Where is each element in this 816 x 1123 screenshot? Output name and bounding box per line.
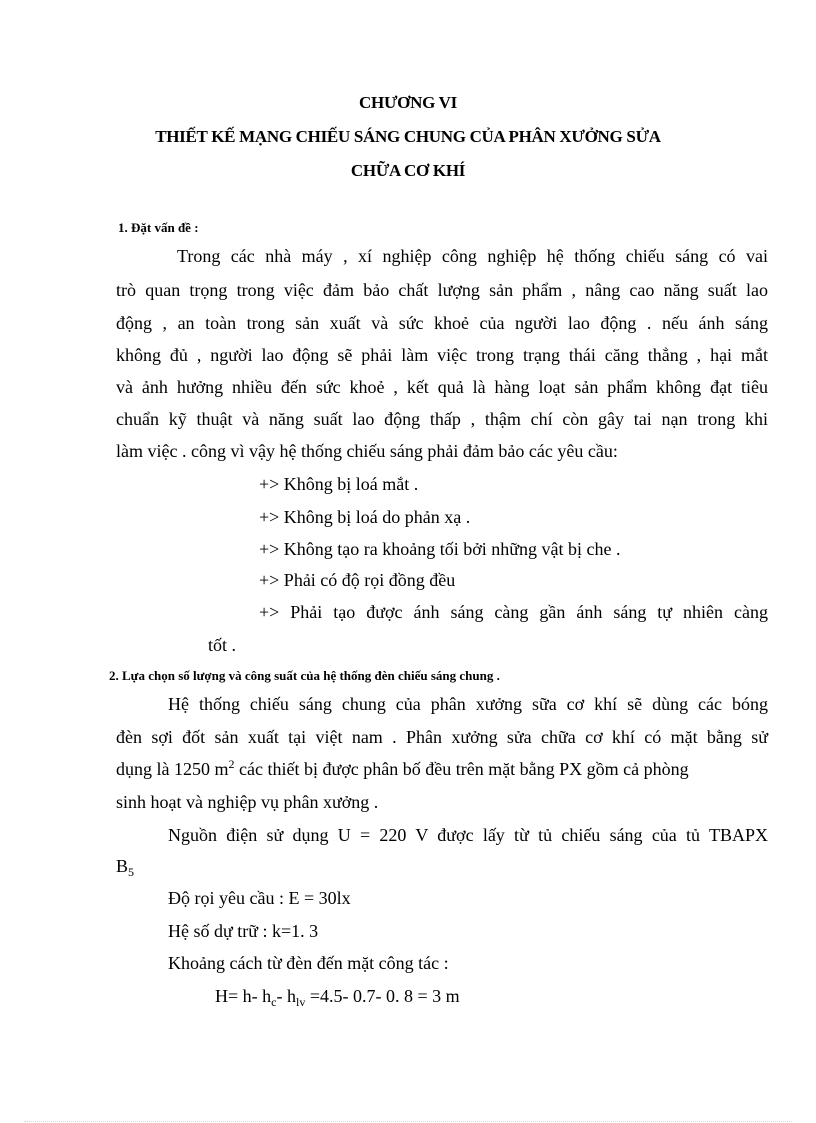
reserve-factor-line: Hệ số dự trữ : k=1. 3 [168,921,319,941]
section-2-heading: 2. Lựa chọn số lượng và công suất của hệ thống đèn chiếu sáng chung . [109,668,500,683]
section-1-line: làm việc . công vì vậy hệ thống chiếu sáng phải đảm bảo các yêu cầu: [116,441,618,461]
section-1-line: không đủ , người lao động sẽ phải làm việc trong trạng thái căng thẳng , hại mắt [116,345,768,365]
page-bottom-divider [24,1121,792,1122]
section-1-line: động , an toàn trong sản xuất và sức khoẻ của người lao động . nếu ánh sáng [116,313,768,333]
requirement-item: +> Phải tạo được ánh sáng càng gần ánh sáng tự nhiên càng [259,602,768,622]
formula-part: H= h- h [215,986,272,1006]
section-2-line: sinh hoạt và nghiệp vụ phân xưởng . [116,792,379,812]
area-text: dụng là 1250 m [116,759,229,779]
section-2-line: đèn sợi đốt sản xuất tại việt nam . Phân xưởng sửa chữa cơ khí có mặt bằng sử [116,727,768,747]
section-2-line [116,856,134,877]
requirement-item: +> Không bị loá mắt . [259,474,419,494]
formula-part: - h [276,986,296,1006]
section-1-heading: 1. Đặt vấn đề : [118,220,199,235]
requirement-item: +> Không bị loá do phản xạ . [259,507,471,527]
area-superscript: 2 [228,757,235,771]
height-formula [215,986,460,1007]
transformer-label: B [116,856,129,876]
section-1-line: trò quan trọng trong việc đảm bảo chất lượng sản phẩm , nâng cao năng suất lao [116,280,768,300]
requirement-item: +> Phải có độ rọi đồng đều [259,570,456,590]
formula-part: =4.5- 0.7- 0. 8 = 3 m [305,986,460,1006]
section-1-line: chuẩn kỹ thuật và năng suất lao động thấp , thậm chí còn gây tai nạn trong khi [116,409,768,429]
area-text-rest: các thiết bị được phân bố đều trên mặt bằng PX gồm cả phòng [234,759,689,779]
transformer-subscript: 5 [128,865,135,879]
section-2-line [116,759,768,780]
formula-subscript-lv: lv [295,995,306,1009]
section-2-line: Hệ thống chiếu sáng chung của phân xưởng sữa cơ khí sẽ dùng các bóng [168,694,768,714]
distance-label: Khoảng cách từ đèn đến mặt công tác : [168,953,449,973]
requirement-item: +> Không tạo ra khoảng tối bởi những vật bị che . [259,539,621,559]
chapter-title-line-1: THIẾT KẾ MẠNG CHIẾU SÁNG CHUNG CỦA PHÂN XƯỞNG SỬA [155,127,661,146]
section-1-line: và ảnh hưởng nhiều đến sức khoẻ , kết quả là hàng loạt sản phẩm không đạt tiêu [116,377,768,397]
illuminance-line: Độ rọi yêu cầu : E = 30lx [168,888,351,908]
section-2-line: Nguồn điện sử dụng U = 220 V được lấy từ tủ chiếu sáng của tủ TBAPX [168,825,768,845]
chapter-number: CHƯƠNG VI [359,93,457,112]
formula-subscript-c: c [271,995,277,1009]
chapter-title-line-2: CHỮA CƠ KHÍ [350,161,466,180]
section-1-line: Trong các nhà máy , xí nghiệp công nghiệp hệ thống chiếu sáng có vai [177,246,768,266]
requirement-item-tail: tốt . [208,635,237,655]
